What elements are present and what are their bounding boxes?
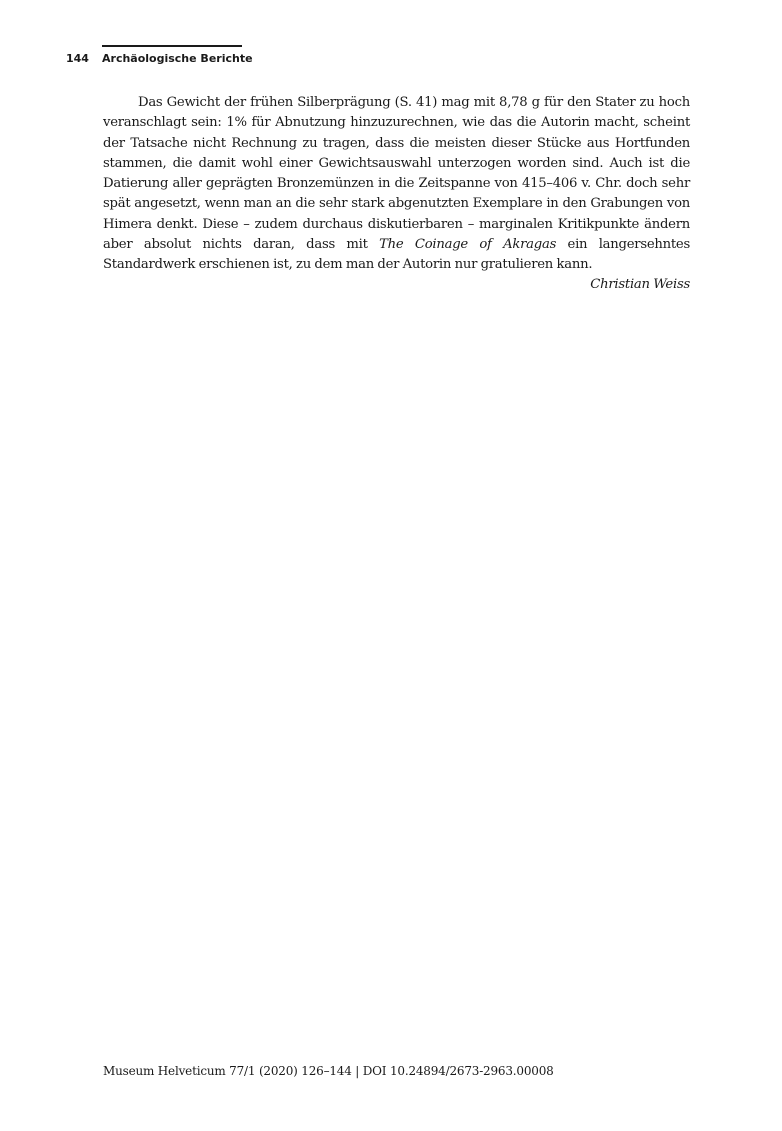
- section-title: Archäologische Berichte: [102, 52, 253, 65]
- review-author: Christian Weiss: [590, 277, 690, 293]
- paragraph-text-part1: Das Gewicht der frühen Silberprägung (S. 41) mag mit 8,78 g für den Stater zu hoch veranschlagt sein: 1% für Abnutzung hinzuzurechnen, wie das die Autorin macht, scheint der Tatsache nicht Rechnung zu tragen, dass die meisten dieser Stücke aus Hortfunden stammen, die damit wohl einer Gewichtsauswahl unterzogen worden sind. Auch ist die Datierung aller geprägten Bronzemünzen in die Zeitspanne von 415–406 v. Chr. doch sehr spät angesetzt, wenn man an die sehr stark abgenutzten Exemplare in den Grabungen von Himera denkt. Diese – zudem durchaus diskutierbaren – marginalen Kritikpunkte ändern aber absolut nichts daran, dass mit: [103, 95, 690, 252]
- review-paragraph: [103, 93, 690, 275]
- book-title: The Coinage of Akragas: [379, 236, 557, 252]
- journal-citation: Museum Helveticum 77/1 (2020) 126–144 | DOI 10.24894/2673-2963.00008: [103, 1064, 554, 1078]
- running-header: [66, 45, 253, 69]
- page-number: 144: [66, 52, 89, 65]
- paragraph-text-part2: ein langersehntes Standardwerk erschienen ist, zu dem man der Autorin nur gratulieren kann.: [103, 236, 691, 272]
- header-rule: [102, 45, 242, 47]
- header-text: [66, 52, 253, 66]
- article-body: [103, 93, 690, 296]
